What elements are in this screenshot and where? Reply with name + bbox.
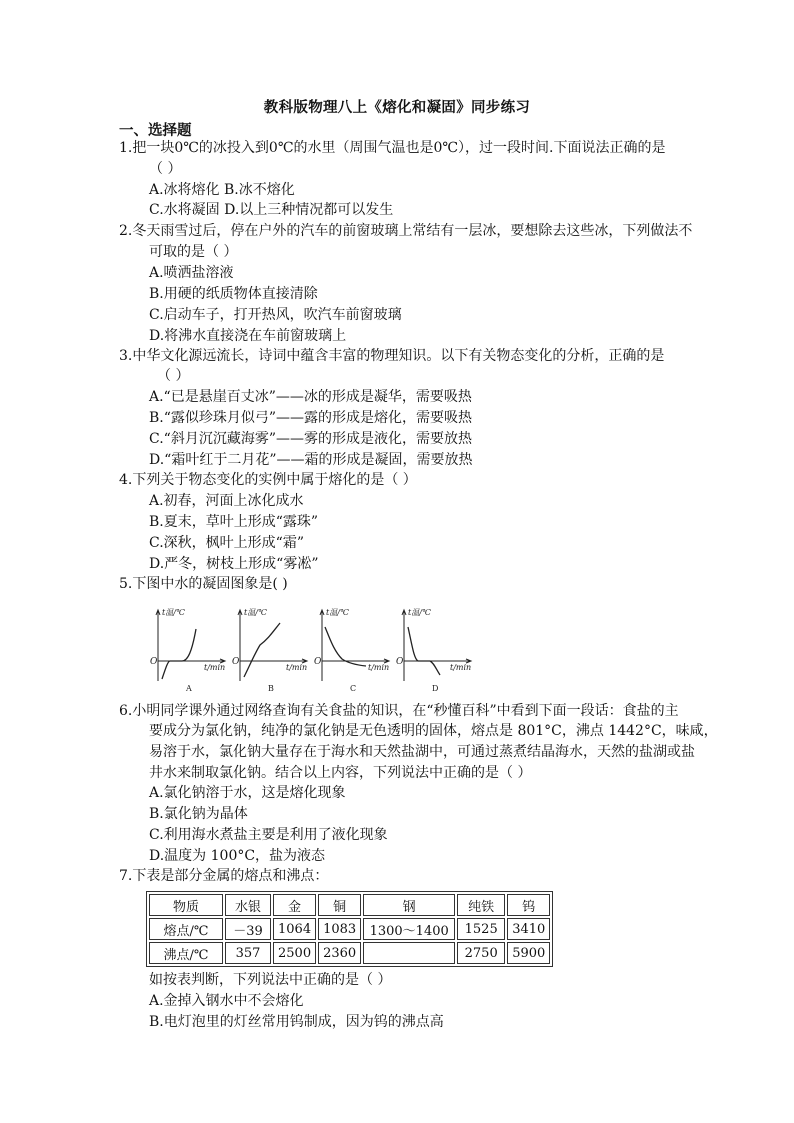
graph-a-x-label: t/min (204, 663, 226, 672)
question-4-option-c: C.深秋，枫叶上形成“霜” (149, 535, 304, 551)
table-cell: 钢 (363, 894, 455, 916)
section-heading: 一、选择题 (119, 122, 192, 139)
table-cell: 1064 (273, 918, 316, 940)
table-row-melting-point (149, 918, 550, 940)
question-3-option-a: A.“已是悬崖百丈冰”——冰的形成是凝华，需要吸热 (149, 389, 472, 405)
question-1-stem: 1.把一块0℃的冰投入到0℃的水里（周围气温也是0℃），过一段时间.下面说法正确的是 (119, 140, 666, 156)
table-cell: 金 (273, 894, 316, 916)
graph-a-curve (162, 629, 196, 679)
question-2-stem-line2: 可取的是（ ） (149, 244, 238, 260)
table-cell: 熔点/℃ (149, 918, 223, 940)
metals-table (146, 891, 553, 967)
graph-b (230, 605, 310, 693)
question-5-stem: 5.下图中水的凝固图象是( ) (119, 576, 288, 592)
question-6-line4: 井水来制取氯化钠。结合以上内容，下列说法中正确的是（ ） (149, 765, 532, 781)
graph-b-curve (244, 623, 280, 677)
question-1-paren: （ ） (149, 161, 182, 177)
graph-d-label: D (432, 684, 439, 693)
graph-c (312, 605, 392, 693)
table-cell: 3410 (507, 918, 550, 940)
question-2-stem-line1: 2.冬天雨雪过后，停在户外的汽车的前窗玻璃上常结有一层冰，要想除去这些冰，下列做法不 (119, 223, 693, 239)
graph-c-x-label: t/min (368, 663, 390, 672)
table-header-row (149, 894, 550, 916)
question-1-options-ab: A.冰将熔化 B.冰不熔化 (149, 182, 295, 198)
graph-d (394, 605, 474, 693)
table-cell: 沸点/℃ (149, 942, 223, 964)
question-6-line3: 易溶于水，氯化钠大量存在于海水和天然盐湖中，可通过蒸煮结晶海水，天然的盐湖或盐 (149, 744, 695, 760)
question-4-stem: 4.下列关于物态变化的实例中属于熔化的是（ ） (119, 472, 417, 488)
question-6-line1: 6.小明同学课外通过网络查询有关食盐的知识，在“秒懂百科”中看到下面一段话：食盐的主 (119, 703, 679, 719)
graph-d-x-label: t/min (450, 663, 472, 672)
table-cell: 5900 (507, 942, 550, 964)
question-3-stem: 3.中华文化源远流长，诗词中蕴含丰富的物理知识。以下有关物态变化的分析，正确的是 (119, 348, 665, 364)
graph-a-origin: O (150, 657, 158, 667)
graph-b-x-label: t/min (286, 663, 308, 672)
page-title: 教科版物理八上《熔化和凝固》同步练习 (263, 99, 531, 116)
question-6-option-a: A.氯化钠溶于水，这是熔化现象 (149, 785, 346, 801)
question-2-option-d: D.将沸水直接浇在车前窗玻璃上 (149, 328, 347, 344)
graph-d-curve (408, 627, 440, 675)
table-cell: 2750 (457, 942, 505, 964)
question-7-question: 如按表判断，下列说法中正确的是（ ） (149, 972, 392, 988)
graph-c-origin: O (314, 657, 322, 667)
table-row-boiling-point (149, 942, 550, 964)
question-3-option-d: D.“霜叶红于二月花”——霜的形成是凝固，需要放热 (149, 452, 473, 468)
table-cell: －39 (225, 918, 271, 940)
question-2-option-a: A.喷洒盐溶液 (149, 265, 234, 281)
question-7-option-a: A.金掉入钢水中不会熔化 (149, 993, 304, 1009)
table-cell: 铜 (318, 894, 361, 916)
graph-c-label: C (350, 684, 357, 693)
question-4-option-a: A.初春，河面上冰化成水 (149, 493, 304, 509)
graph-b-origin: O (232, 657, 240, 667)
question-7-stem: 7.下表是部分金属的熔点和沸点： (119, 868, 329, 884)
table-cell: 水银 (225, 894, 271, 916)
graph-c-curve (325, 627, 366, 666)
graph-d-y-label: t温/℃ (408, 608, 431, 617)
question-7-option-b: B.电灯泡里的灯丝常用钨制成，因为钨的沸点高 (149, 1014, 444, 1030)
table-cell: 357 (225, 942, 271, 964)
table-cell: 纯铁 (457, 894, 505, 916)
question-3-option-b: B.“露似珍珠月似弓”——露的形成是熔化，需要吸热 (149, 410, 473, 426)
question-6-option-d: D.温度为 100°C，盐为液态 (149, 848, 326, 864)
question-6-line2: 要成分为氯化钠，纯净的氯化钠是无色透明的固体，熔点是 801°C，沸点 1442°C，味咸， (149, 723, 718, 739)
graph-c-y-label: t温/℃ (326, 608, 349, 617)
graph-a-y-label: t温/℃ (162, 608, 185, 617)
question-2-option-c: C.启动车子，打开热风，吹汽车前窗玻璃 (149, 307, 402, 323)
table-cell: 1525 (457, 918, 505, 940)
table-cell: 2360 (318, 942, 361, 964)
table-cell (363, 942, 455, 964)
graph-b-label: B (268, 684, 274, 693)
graph-a (148, 605, 228, 693)
table-cell: 1300～1400 (363, 918, 455, 940)
table-cell: 物质 (149, 894, 223, 916)
table-cell: 钨 (507, 894, 550, 916)
graph-a-label: A (186, 684, 192, 693)
question-1-options-cd: C.水将凝固 D.以上三种情况都可以发生 (149, 202, 394, 218)
table-cell: 2500 (273, 942, 316, 964)
table-cell: 1083 (318, 918, 361, 940)
question-4-option-b: B.夏末，草叶上形成“露珠” (149, 514, 319, 530)
question-6-option-b: B.氯化钠为晶体 (149, 806, 248, 822)
question-2-option-b: B.用硬的纸质物体直接清除 (149, 286, 318, 302)
graph-b-y-label: t温/℃ (244, 608, 267, 617)
question-6-option-c: C.利用海水煮盐主要是利用了液化现象 (149, 827, 388, 843)
graph-d-origin: O (396, 657, 404, 667)
question-3-option-c: C.“斜月沉沉藏海雾”——雾的形成是液化，需要放热 (149, 431, 472, 447)
question-3-paren: （ ） (157, 368, 190, 384)
question-4-option-d: D.严冬，树枝上形成“雾凇” (149, 556, 319, 572)
